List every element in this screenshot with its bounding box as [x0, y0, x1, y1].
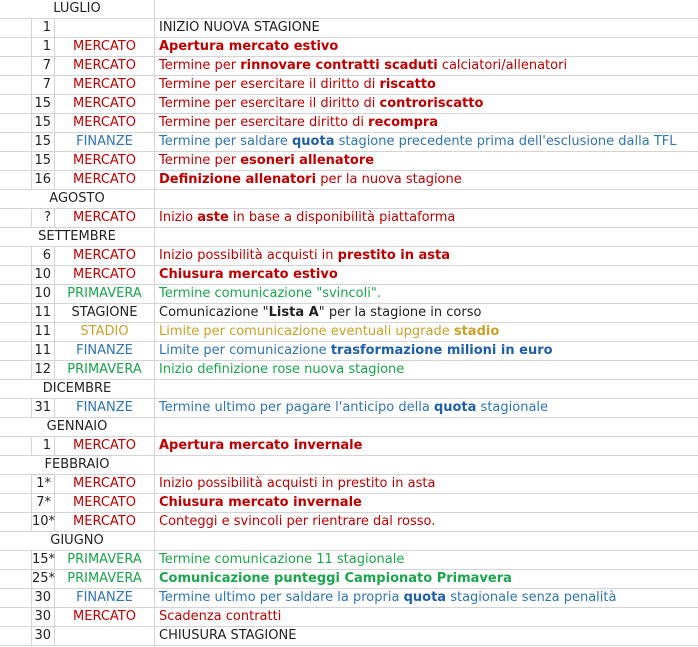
empty-cell[interactable]: [0, 247, 32, 265]
day-cell[interactable]: 15: [32, 114, 55, 132]
day-cell[interactable]: 16: [32, 171, 55, 189]
description-bold-segment: controriscatto: [379, 96, 484, 111]
category-cell[interactable]: STAGIONE: [55, 304, 155, 322]
empty-cell[interactable]: [0, 19, 32, 37]
empty-cell[interactable]: [0, 551, 32, 569]
description-cell[interactable]: [155, 513, 698, 531]
event-row: [0, 285, 698, 304]
description-bold-segment: quota: [291, 134, 335, 149]
day-cell[interactable]: 7: [32, 76, 55, 94]
event-row: [0, 266, 698, 285]
empty-cell[interactable]: [0, 266, 32, 284]
day-cell[interactable]: 10*: [32, 514, 56, 529]
empty-cell[interactable]: [155, 456, 698, 474]
day-cell[interactable]: 11: [32, 342, 55, 360]
description-cell[interactable]: [155, 399, 698, 417]
day-cell[interactable]: 30: [32, 589, 55, 607]
category-cell[interactable]: MERCATO: [55, 494, 155, 512]
description-cell[interactable]: [155, 114, 698, 132]
description-segment: Termine per: [159, 153, 241, 168]
day-cell[interactable]: 31: [32, 399, 55, 417]
description-segment: Termine per esercitare il diritto di: [159, 96, 380, 111]
event-row: [0, 152, 698, 171]
description-cell[interactable]: [155, 342, 698, 360]
description-segment: Termine per saldare: [159, 134, 292, 149]
empty-cell[interactable]: [0, 399, 32, 417]
description-cell[interactable]: [155, 323, 698, 341]
event-row: [0, 19, 698, 38]
category-cell[interactable]: MERCATO: [55, 209, 155, 227]
empty-cell[interactable]: [0, 209, 32, 227]
category-cell[interactable]: MERCATO: [55, 95, 155, 113]
description-bold-segment: trasformazione milioni in euro: [330, 343, 553, 358]
event-row: [0, 38, 698, 57]
description-bold-segment: Comunicazione punteggi Campionato Primavera: [159, 571, 512, 586]
category-cell[interactable]: MERCATO: [55, 437, 155, 455]
description-segment: Termine per: [159, 58, 241, 73]
empty-cell[interactable]: [155, 532, 698, 550]
description-bold-segment: Chiusura mercato estivo: [159, 267, 338, 282]
description-cell[interactable]: [155, 285, 698, 303]
description-segment: stagione precedente prima dell'esclusione dalla TFL: [334, 134, 677, 149]
description-segment: Termine comunicazione "svincoli".: [159, 286, 381, 301]
month-header-row: [0, 532, 698, 551]
day-cell[interactable]: 10: [32, 266, 55, 284]
description-cell[interactable]: [155, 608, 698, 626]
day-cell[interactable]: 11: [32, 304, 55, 322]
description-segment: CHIUSURA STAGIONE: [159, 628, 297, 643]
empty-cell[interactable]: [0, 437, 32, 455]
empty-cell[interactable]: [0, 152, 32, 170]
description-bold-segment: Apertura mercato estivo: [159, 39, 339, 54]
description-segment: INIZIO NUOVA STAGIONE: [159, 20, 320, 35]
month-label[interactable]: AGOSTO: [0, 190, 155, 208]
empty-cell[interactable]: [0, 513, 32, 531]
description-cell[interactable]: [155, 133, 698, 151]
description-cell[interactable]: [155, 551, 698, 569]
day-cell[interactable]: 12: [32, 361, 55, 379]
category-cell[interactable]: MERCATO: [55, 114, 155, 132]
event-row: [0, 247, 698, 266]
event-row: [0, 475, 698, 494]
category-cell[interactable]: [55, 19, 155, 37]
description-segment: Conteggi e svincoli per rientrare dal rosso.: [159, 514, 436, 529]
event-row: [0, 608, 698, 627]
event-row: [0, 304, 698, 323]
description-bold-segment: esoneri allenatore: [240, 153, 375, 168]
month-header-row: [0, 190, 698, 209]
description-segment: in base a disponibilità piattaforma: [228, 210, 456, 225]
empty-cell[interactable]: [0, 38, 32, 56]
month-label[interactable]: GENNAIO: [0, 418, 155, 436]
empty-cell[interactable]: [155, 0, 698, 18]
description-cell[interactable]: [155, 209, 698, 227]
month-header-row: [0, 456, 698, 475]
description-segment: stagionale senza penalità: [446, 590, 617, 605]
description-segment: " per la stagione in corso: [318, 305, 482, 320]
description-bold-segment: prestito in asta: [337, 248, 451, 263]
description-segment: Limite per comunicazione: [159, 343, 331, 358]
empty-cell[interactable]: [155, 380, 698, 398]
description-segment: Termine per esercitare il diritto di: [159, 77, 380, 92]
category-cell[interactable]: FINANZE: [55, 589, 155, 607]
description-segment: Comunicazione ": [159, 305, 269, 320]
description-cell[interactable]: [155, 247, 698, 265]
empty-cell[interactable]: [0, 285, 32, 303]
event-row: [0, 171, 698, 190]
event-row: [0, 209, 698, 228]
empty-cell[interactable]: [0, 570, 32, 588]
empty-cell[interactable]: [0, 95, 32, 113]
category-cell[interactable]: PRIMAVERA: [55, 551, 155, 569]
description-bold-segment: Apertura mercato invernale: [159, 438, 363, 453]
description-cell[interactable]: [155, 152, 698, 170]
empty-cell[interactable]: [0, 627, 32, 645]
description-cell[interactable]: [155, 361, 698, 379]
description-bold-segment: recompra: [368, 115, 439, 130]
description-segment: Termine comunicazione 11 stagionale: [159, 552, 405, 567]
event-row: [0, 76, 698, 95]
month-header-row: [0, 0, 698, 19]
description-segment: Inizio possibilità acquisti in prestito in asta: [159, 476, 436, 491]
description-cell[interactable]: [155, 304, 698, 322]
event-row: [0, 95, 698, 114]
description-cell[interactable]: [155, 57, 698, 75]
empty-cell[interactable]: [0, 57, 32, 75]
category-cell[interactable]: MERCATO: [55, 38, 155, 56]
empty-cell[interactable]: [0, 76, 32, 94]
category-cell[interactable]: MERCATO: [55, 152, 155, 170]
description-segment: calciatori/allenatori: [437, 58, 568, 73]
description-cell[interactable]: [155, 95, 698, 113]
month-label[interactable]: GIUGNO: [0, 532, 155, 550]
empty-cell[interactable]: [0, 608, 32, 626]
description-cell[interactable]: [155, 475, 698, 493]
empty-cell[interactable]: [0, 304, 32, 322]
event-row: [0, 114, 698, 133]
month-header-row: [0, 380, 698, 399]
day-cell[interactable]: 7*: [32, 494, 55, 512]
empty-cell[interactable]: [0, 361, 32, 379]
description-cell[interactable]: [155, 437, 698, 455]
description-cell[interactable]: [155, 19, 698, 37]
event-row: [0, 551, 698, 570]
day-cell[interactable]: 1: [32, 437, 55, 455]
category-cell[interactable]: PRIMAVERA: [55, 361, 155, 379]
day-cell[interactable]: 1: [32, 19, 55, 37]
day-cell[interactable]: 25*: [32, 571, 56, 586]
category-cell[interactable]: FINANZE: [55, 399, 155, 417]
empty-cell[interactable]: [0, 323, 32, 341]
day-cell[interactable]: 1: [32, 38, 55, 56]
category-cell[interactable]: MERCATO: [55, 513, 155, 531]
day-cell[interactable]: 15: [32, 152, 55, 170]
description-cell[interactable]: [155, 494, 698, 512]
category-cell[interactable]: MERCATO: [55, 608, 155, 626]
event-row: [0, 437, 698, 456]
empty-cell[interactable]: [0, 475, 32, 493]
description-bold-segment: Lista A: [268, 305, 319, 320]
day-cell[interactable]: 15: [32, 133, 55, 151]
description-segment: Inizio definizione rose nuova stagione: [159, 362, 405, 377]
category-cell[interactable]: FINANZE: [55, 342, 155, 360]
description-bold-segment: riscatto: [379, 77, 436, 92]
day-cell[interactable]: 30: [32, 608, 55, 626]
description-segment: Termine ultimo per saldare la propria: [159, 590, 404, 605]
empty-cell[interactable]: [0, 171, 32, 189]
month-label[interactable]: LUGLIO: [0, 0, 155, 18]
day-cell[interactable]: 11: [32, 323, 55, 341]
description-bold-segment: aste: [197, 210, 229, 225]
category-cell[interactable]: MERCATO: [55, 475, 155, 493]
day-cell[interactable]: 15*: [32, 552, 56, 567]
event-row: [0, 323, 698, 342]
event-row: [0, 627, 698, 646]
description-segment: per la nuova stagione: [316, 172, 462, 187]
description-cell[interactable]: [155, 38, 698, 56]
day-cell[interactable]: 7: [32, 57, 55, 75]
description-bold-segment: rinnovare contratti scaduti: [240, 58, 438, 73]
event-row: [0, 513, 698, 532]
description-cell[interactable]: [155, 171, 698, 189]
category-cell[interactable]: PRIMAVERA: [55, 285, 155, 303]
description-segment: Limite per comunicazione eventuali upgrade: [159, 324, 454, 339]
empty-cell[interactable]: [0, 494, 32, 512]
day-cell[interactable]: 6: [32, 247, 55, 265]
empty-cell[interactable]: [155, 228, 698, 246]
empty-cell[interactable]: [155, 418, 698, 436]
description-segment: Inizio: [159, 210, 198, 225]
day-cell[interactable]: 15: [32, 95, 55, 113]
event-row: [0, 361, 698, 380]
day-cell[interactable]: 10: [32, 285, 55, 303]
category-cell[interactable]: [55, 627, 155, 645]
day-cell[interactable]: ?: [32, 209, 55, 227]
category-cell[interactable]: FINANZE: [55, 133, 155, 151]
description-bold-segment: quota: [403, 590, 447, 605]
description-segment: stagionale: [476, 400, 549, 415]
description-bold-segment: quota: [433, 400, 477, 415]
day-cell[interactable]: 1*: [32, 475, 55, 493]
description-bold-segment: Definizione allenatori: [159, 172, 317, 187]
category-cell[interactable]: MERCATO: [55, 57, 155, 75]
month-label[interactable]: FEBBRAIO: [0, 456, 155, 474]
empty-cell[interactable]: [0, 342, 32, 360]
event-row: [0, 57, 698, 76]
description-cell[interactable]: [155, 627, 698, 645]
category-cell[interactable]: MERCATO: [55, 266, 155, 284]
category-cell[interactable]: MERCATO: [55, 76, 155, 94]
event-row: [0, 494, 698, 513]
month-label[interactable]: SETTEMBRE: [0, 228, 155, 246]
description-bold-segment: stadio: [453, 324, 500, 339]
category-cell[interactable]: MERCATO: [55, 171, 155, 189]
event-row: [0, 133, 698, 152]
description-segment: Termine per esercitare diritto di: [159, 115, 369, 130]
month-label[interactable]: DICEMBRE: [0, 380, 155, 398]
description-segment: Termine ultimo per pagare l'anticipo della: [159, 400, 434, 415]
event-row: [0, 589, 698, 608]
description-segment: Inizio possibilità acquisti in: [159, 248, 338, 263]
category-cell[interactable]: PRIMAVERA: [55, 570, 155, 588]
month-header-row: [0, 418, 698, 437]
event-row: [0, 570, 698, 589]
empty-cell[interactable]: [155, 190, 698, 208]
description-bold-segment: Chiusura mercato invernale: [159, 495, 362, 510]
empty-cell[interactable]: [0, 133, 32, 151]
description-segment: Scadenza contratti: [159, 609, 282, 624]
description-cell[interactable]: [155, 570, 698, 588]
month-header-row: [0, 228, 698, 247]
description-cell[interactable]: [155, 266, 698, 284]
category-cell[interactable]: STADIO: [55, 323, 155, 341]
event-row: [0, 399, 698, 418]
empty-cell[interactable]: [0, 589, 32, 607]
empty-cell[interactable]: [0, 114, 32, 132]
description-cell[interactable]: [155, 589, 698, 607]
description-cell[interactable]: [155, 76, 698, 94]
day-cell[interactable]: 30: [32, 627, 55, 645]
event-row: [0, 342, 698, 361]
category-cell[interactable]: MERCATO: [55, 247, 155, 265]
